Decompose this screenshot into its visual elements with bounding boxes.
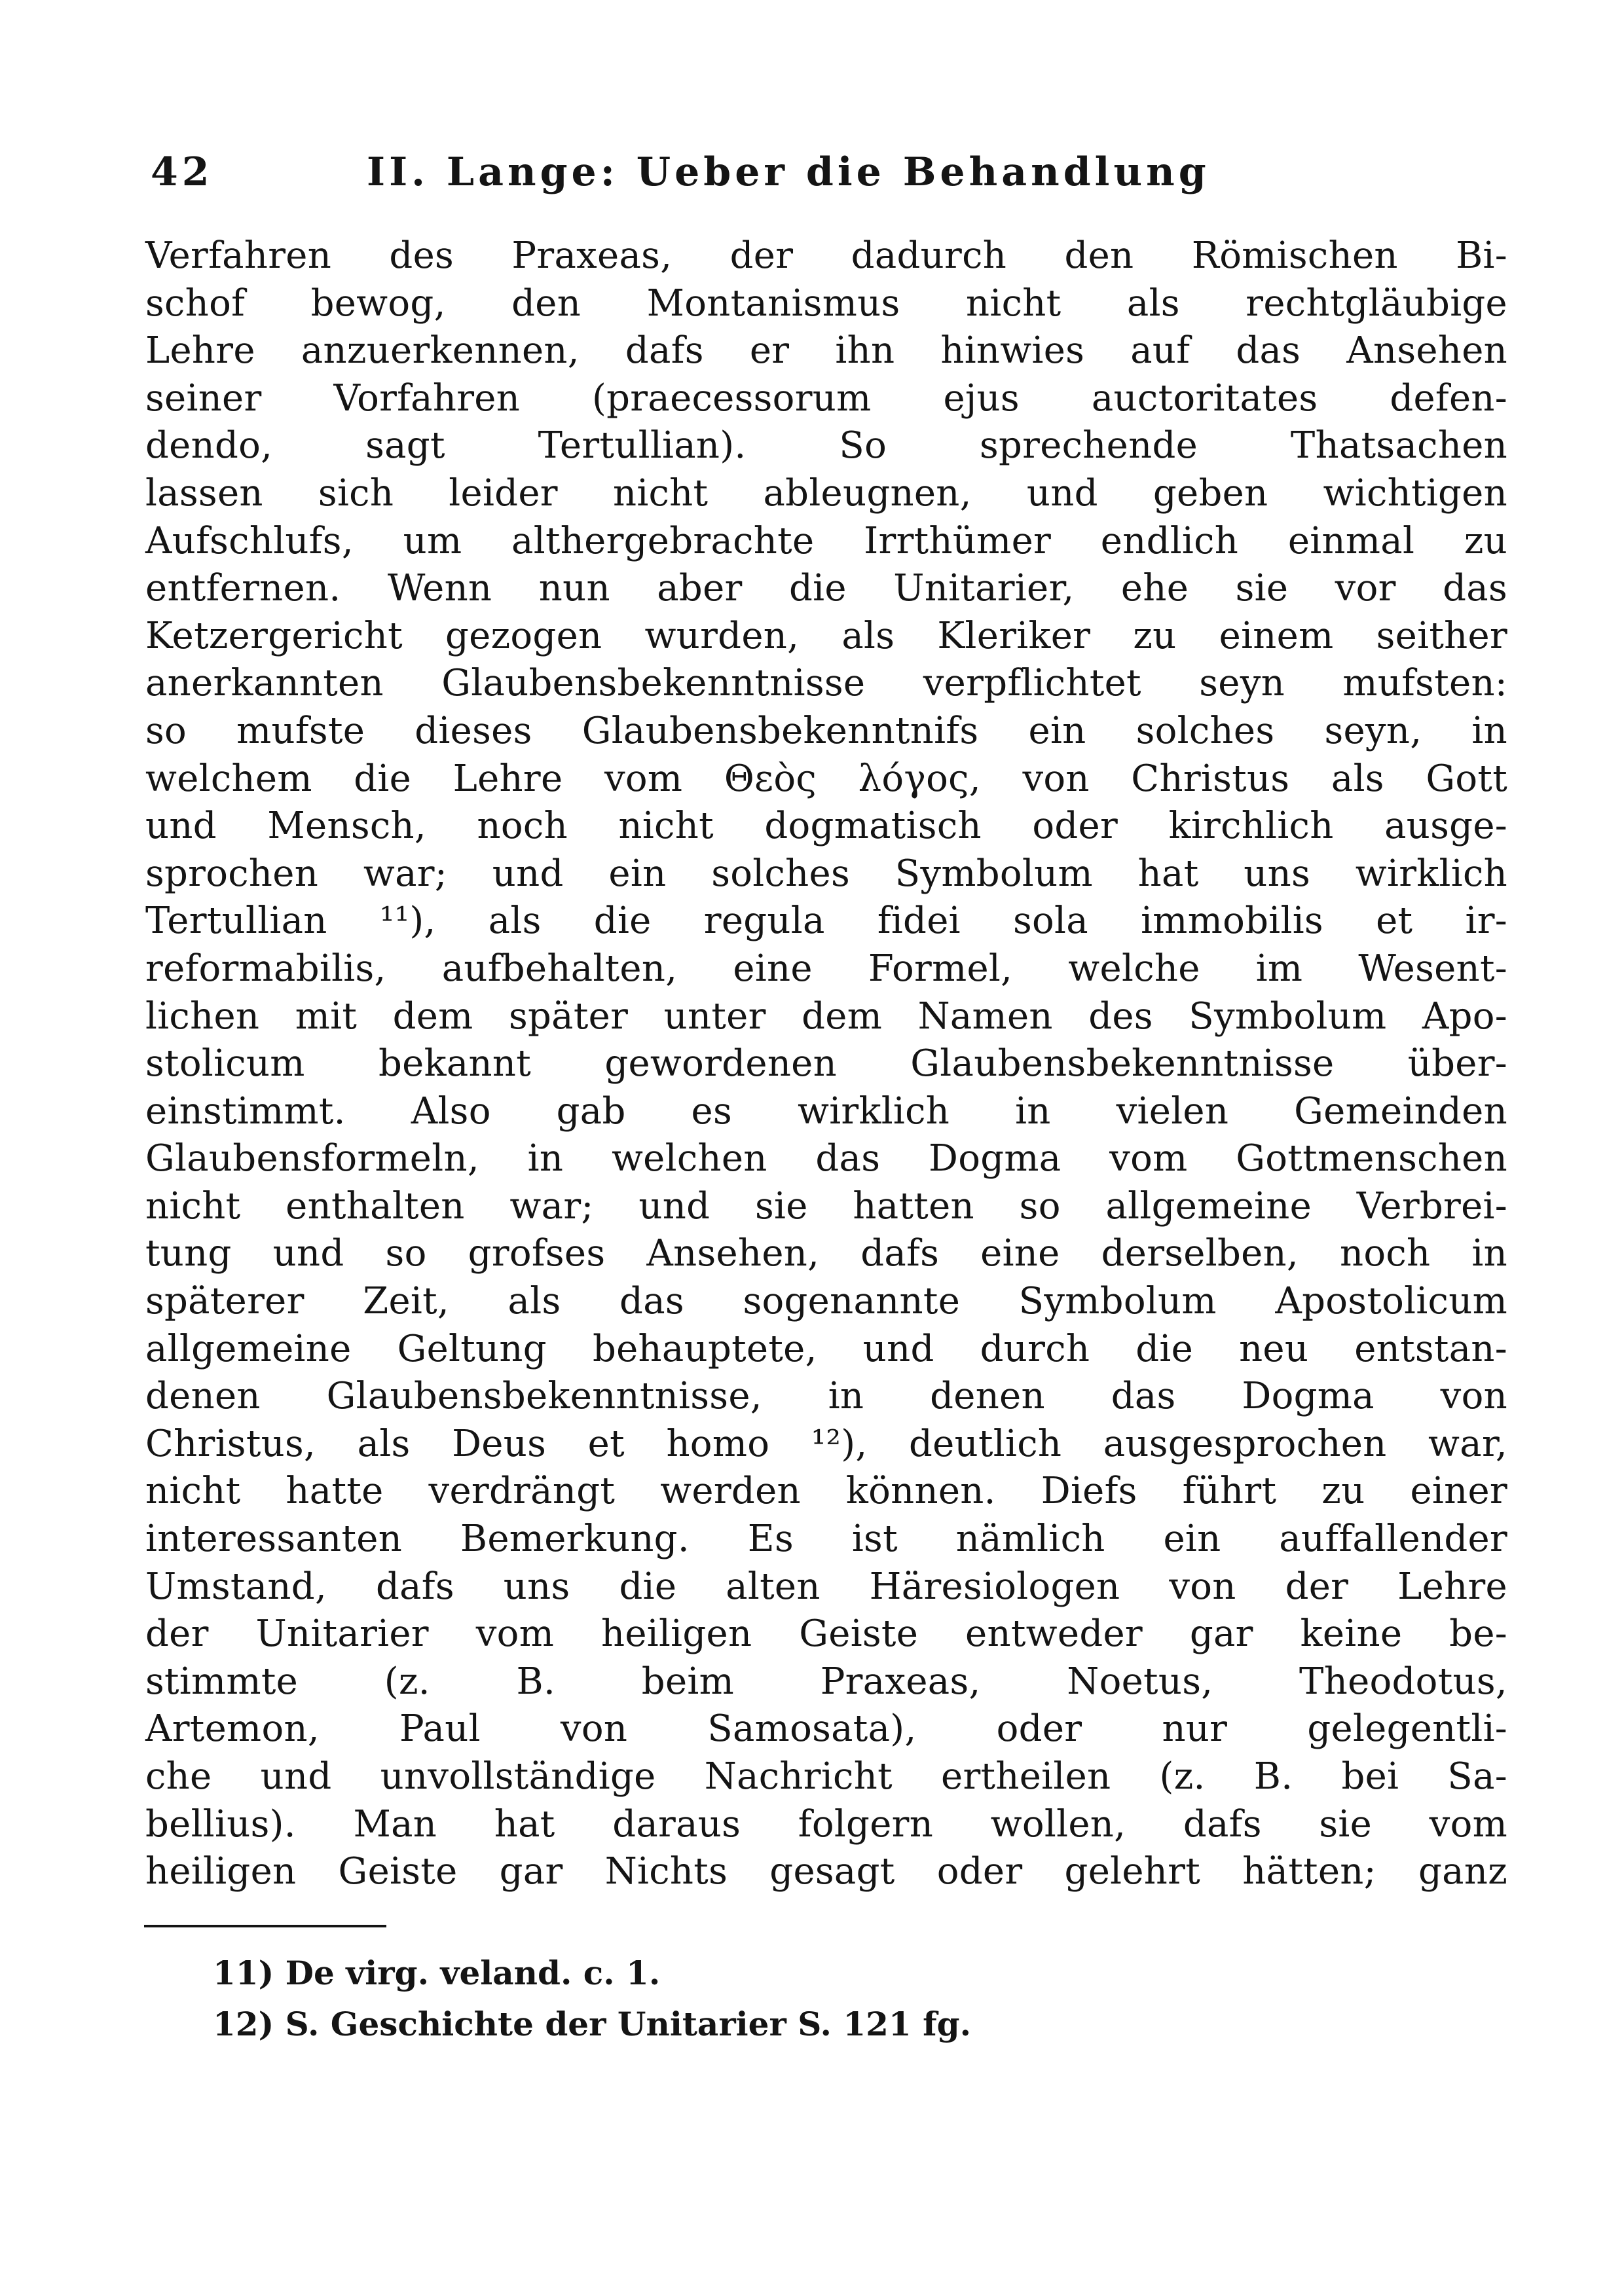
text-line: Lehre anzuerkennen, dafs er ihn hinwies auf das Ansehen [145, 329, 1507, 373]
text-line: dendo, sagt Tertullian). So sprechende Thatsachen [145, 424, 1507, 467]
text-line: entfernen. Wenn nun aber die Unitarier, ehe sie vor das [145, 567, 1507, 610]
text-line: nicht hatte verdrängt werden können. Diefs führt zu einer [145, 1470, 1507, 1513]
text-line: interessanten Bemerkung. Es ist nämlich ein auffallender [145, 1518, 1507, 1561]
body-text [145, 232, 1507, 1896]
text-line: seiner Vorfahren (praecessorum ejus auctoritates defen- [145, 376, 1507, 420]
text-line: nicht enthalten war; und sie hatten so allgemeine Verbrei- [145, 1184, 1507, 1228]
text-line: Glaubensformeln, in welchen das Dogma vom Gottmenschen [145, 1137, 1507, 1180]
text-line: stolicum bekannt gewordenen Glaubensbekenntnisse über- [145, 1042, 1507, 1085]
page-header [151, 149, 1316, 208]
text-line: Ketzergericht gezogen wurden, als Kleriker zu einem seither [145, 614, 1507, 657]
footnote-divider [144, 1925, 386, 1927]
text-line: allgemeine Geltung behauptete, und durch die neu entstan- [145, 1327, 1507, 1370]
text-line: tung und so grofses Ansehen, dafs eine derselben, noch in [145, 1232, 1507, 1275]
footnotes [213, 1948, 1326, 2050]
text-line: Artemon, Paul von Samosata), oder nur gelegentli- [145, 1707, 1507, 1751]
text-line: Aufschlufs, um althergebrachte Irrthümer endlich einmal zu [145, 519, 1507, 562]
text-line: Christus, als Deus et homo ¹²), deutlich ausgesprochen war, [145, 1422, 1507, 1465]
running-head: II. Lange: Ueber die Behandlung [367, 149, 1210, 195]
text-line: reformabilis, aufbehalten, eine Formel, welche im Wesent- [145, 947, 1507, 990]
text-line: stimmte (z. B. beim Praxeas, Noetus, Theodotus, [145, 1660, 1507, 1703]
text-line: so mufste dieses Glaubensbekenntnifs ein solches seyn, in [145, 709, 1507, 752]
footnote-11: 11) De virg. veland. c. 1. [213, 1954, 661, 1992]
text-line: Tertullian ¹¹), als die regula fidei sola immobilis et ir- [145, 900, 1507, 943]
footnote-12: 12) S. Geschichte der Unitarier S. 121 fg. [213, 2005, 972, 2043]
text-line: lichen mit dem später unter dem Namen des Symbolum Apo- [145, 994, 1507, 1038]
text-line: und Mensch, noch nicht dogmatisch oder kirchlich ausge- [145, 805, 1507, 848]
text-line: denen Glaubensbekenntnisse, in denen das Dogma von [145, 1375, 1507, 1418]
text-line: Verfahren des Praxeas, der dadurch den Römischen Bi- [145, 234, 1507, 277]
text-line: schof bewog, den Montanismus nicht als rechtgläubige [145, 282, 1507, 325]
text-line: der Unitarier vom heiligen Geiste entweder gar keine be- [145, 1613, 1507, 1656]
text-line: Umstand, dafs uns die alten Häresiologen von der Lehre [145, 1565, 1507, 1608]
text-line: lassen sich leider nicht ableugnen, und geben wichtigen [145, 471, 1507, 515]
text-line: anerkannten Glaubensbekenntnisse verpflichtet seyn mufsten: [145, 662, 1507, 705]
text-line: heiligen Geiste gar Nichts gesagt oder gelehrt hätten; ganz [145, 1850, 1507, 1893]
text-line: bellius). Man hat daraus folgern wollen, dafs sie vom [145, 1802, 1507, 1846]
page-number: 42 [151, 149, 213, 195]
text-line: einstimmt. Also gab es wirklich in vielen Gemeinden [145, 1089, 1507, 1133]
text-line: späterer Zeit, als das sogenannte Symbolum Apostolicum [145, 1280, 1507, 1323]
text-line: che und unvollständige Nachricht ertheilen (z. B. bei Sa- [145, 1755, 1507, 1798]
text-line: sprochen war; und ein solches Symbolum hat uns wirklich [145, 852, 1507, 895]
text-line: welchem die Lehre vom Θεὸς λόγος, von Christus als Gott [145, 757, 1507, 800]
